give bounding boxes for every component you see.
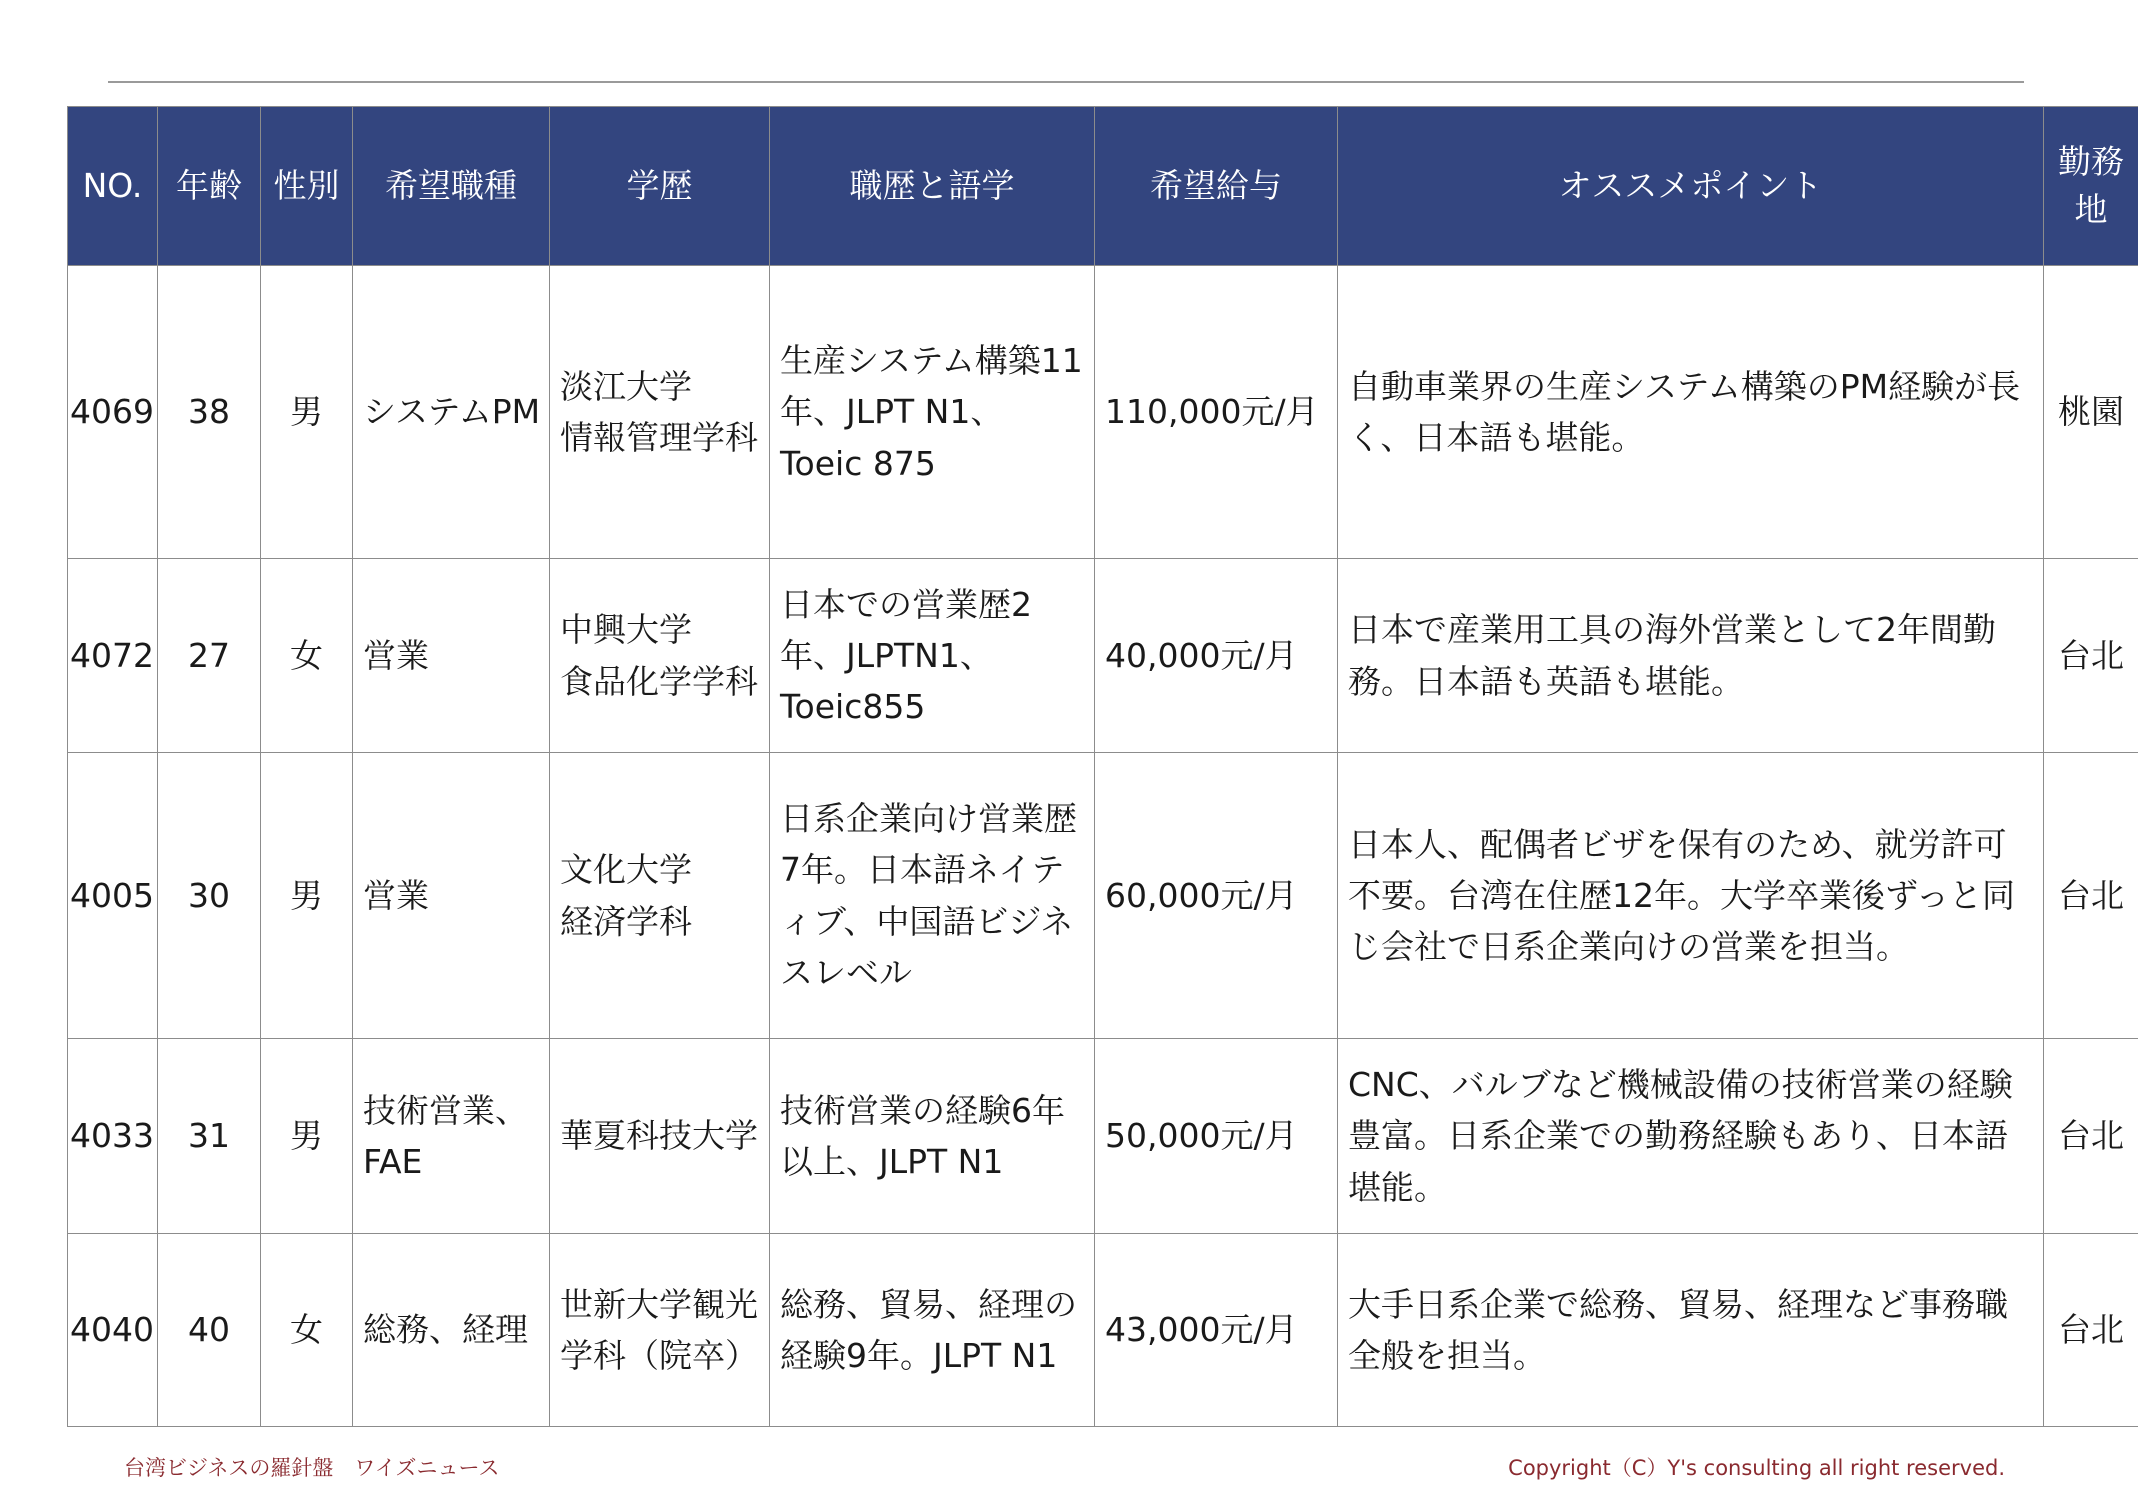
table-header [68,107,2138,266]
cell-education: 中興大学 食品化学学科 [550,559,770,753]
header-career: 職歴と語学 [770,107,1095,266]
header-salary: 希望給与 [1095,107,1338,266]
table-row [68,1234,2138,1427]
header-gender: 性別 [261,107,353,266]
header-row [68,107,2138,266]
header-points: オススメポイント [1338,107,2044,266]
table-body [68,266,2138,1427]
cell-points: CNC、バルブなど機械設備の技術営業の経験豊富。日系企業での勤務経験もあり、日本語堪能。 [1338,1039,2044,1234]
cell-career: 技術営業の経験6年以上、JLPT N1 [770,1039,1095,1234]
cell-career: 日系企業向け営業歴7年。日本語ネイティブ、中国語ビジネスレベル [770,753,1095,1039]
cell-education: 文化大学 経済学科 [550,753,770,1039]
cell-career: 生産システム構築11年、JLPT N1、Toeic 875 [770,266,1095,559]
cell-education: 世新大学観光学科（院卒） [550,1234,770,1427]
cell-no: 4040 [68,1234,158,1427]
table-row [68,1039,2138,1234]
cell-salary: 40,000元/月 [1095,559,1338,753]
cell-points: 日本で産業用工具の海外営業として2年間勤務。日本語も英語も堪能。 [1338,559,2044,753]
cell-gender: 女 [261,559,353,753]
cell-no: 4072 [68,559,158,753]
cell-age: 31 [158,1039,261,1234]
cell-no: 4033 [68,1039,158,1234]
cell-salary: 110,000元/月 [1095,266,1338,559]
cell-gender: 女 [261,1234,353,1427]
header-no: NO. [68,107,158,266]
cell-job: 営業 [353,753,550,1039]
cell-job: 総務、経理 [353,1234,550,1427]
cell-location: 台北 [2044,1234,2138,1427]
table-row [68,753,2138,1039]
cell-career: 総務、貿易、経理の経験9年。JLPT N1 [770,1234,1095,1427]
candidate-table [67,106,2138,1427]
table-row [68,559,2138,753]
cell-career: 日本での営業歴2年、JLPTN1、Toeic855 [770,559,1095,753]
cell-gender: 男 [261,753,353,1039]
cell-location: 台北 [2044,1039,2138,1234]
cell-location: 桃園 [2044,266,2138,559]
header-location: 勤務地 [2044,107,2138,266]
cell-salary: 43,000元/月 [1095,1234,1338,1427]
table-row [68,266,2138,559]
cell-no: 4069 [68,266,158,559]
cell-age: 38 [158,266,261,559]
cell-gender: 男 [261,266,353,559]
cell-points: 自動車業界の生産システム構築のPM経験が長く、日本語も堪能。 [1338,266,2044,559]
cell-job: 営業 [353,559,550,753]
header-age: 年齢 [158,107,261,266]
header-education: 学歴 [550,107,770,266]
cell-job: 技術営業、 FAE [353,1039,550,1234]
top-divider [108,81,2024,83]
footer-copyright: Copyright（C）Y's consulting all right reserved. [1508,1456,2005,1480]
cell-gender: 男 [261,1039,353,1234]
header-job: 希望職種 [353,107,550,266]
cell-no: 4005 [68,753,158,1039]
cell-education: 華夏科技大学 [550,1039,770,1234]
cell-location: 台北 [2044,559,2138,753]
cell-points: 日本人、配偶者ビザを保有のため、就労許可不要。台湾在住歴12年。大学卒業後ずっと同じ会社で日系企業向けの営業を担当。 [1338,753,2044,1039]
cell-age: 27 [158,559,261,753]
footer-publication-name: 台湾ビジネスの羅針盤 ワイズニュース [124,1456,500,1480]
cell-age: 30 [158,753,261,1039]
cell-salary: 60,000元/月 [1095,753,1338,1039]
cell-job: システムPM [353,266,550,559]
cell-education: 淡江大学 情報管理学科 [550,266,770,559]
cell-salary: 50,000元/月 [1095,1039,1338,1234]
cell-points: 大手日系企業で総務、貿易、経理など事務職全般を担当。 [1338,1234,2044,1427]
cell-age: 40 [158,1234,261,1427]
cell-location: 台北 [2044,753,2138,1039]
